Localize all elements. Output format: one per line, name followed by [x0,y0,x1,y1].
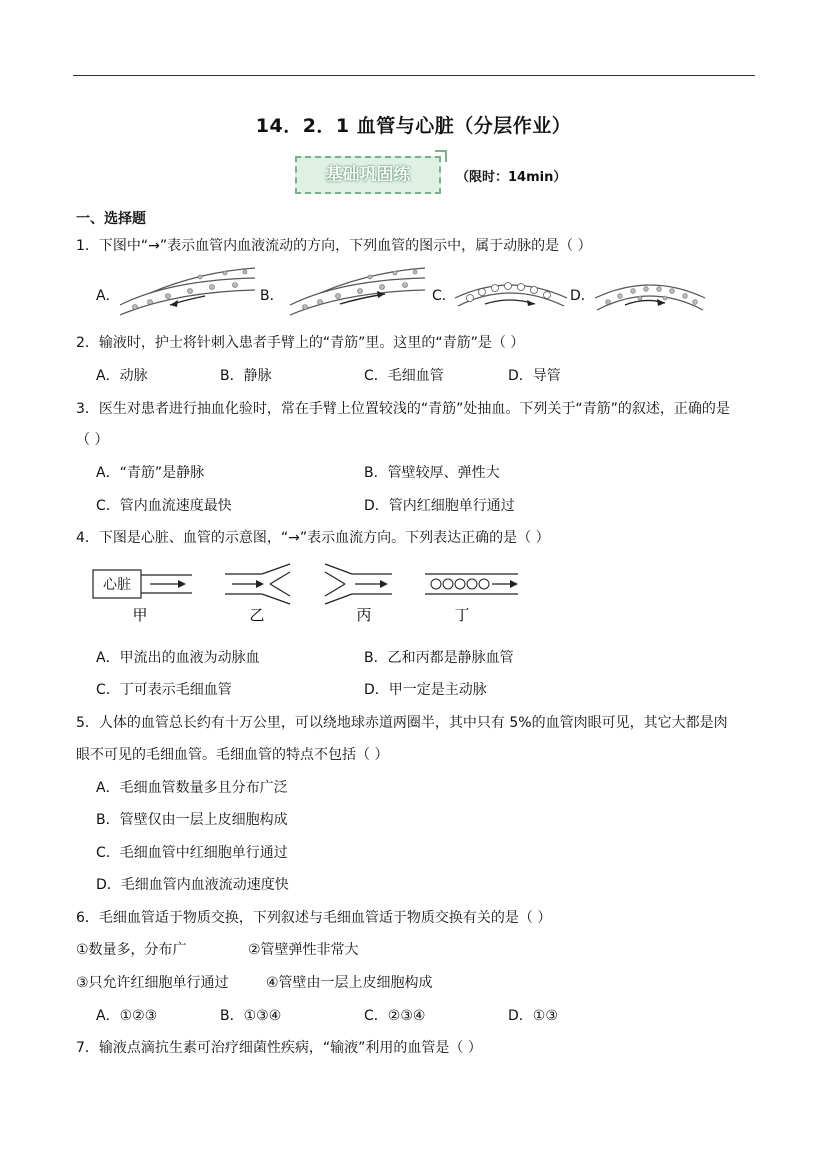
vessel-d-diagram [595,285,705,310]
q4-heart-vessel-figure [0,562,827,628]
q3-option-d[interactable]: D．管内红细胞单行通过 [364,498,515,514]
q6-option-b[interactable]: B．①③④ [220,1008,282,1024]
q2-option-d[interactable]: D．导管 [508,368,561,384]
q5-option-c[interactable]: C．毛细血管中红细胞单行通过 [96,845,288,861]
q3-option-b[interactable]: B．管壁较厚、弹性大 [364,465,500,481]
q6-stem: 6．毛细血管适于物质交换，下列叙述与毛细血管适于物质交换有关的是（ ） [76,910,552,926]
q6-option-c[interactable]: C．②③④ [364,1008,426,1024]
q1-option-a[interactable]: A． [96,288,120,304]
q3-option-a[interactable]: A．“青筋”是静脉 [96,465,205,481]
q6-item-4: ④管壁由一层上皮细胞构成 [266,975,433,991]
basic-practice-badge: 基础巩固练 [295,156,441,194]
q5-option-a[interactable]: A．毛细血管数量多且分布广泛 [96,780,288,796]
q1-option-d[interactable]: D． [570,288,595,304]
q1-option-b[interactable]: B． [260,288,284,304]
q5-stem-cont: 眼不可见的毛细血管。毛细血管的特点不包括（ ） [76,747,389,763]
header-rule [73,75,755,76]
label-yi: 乙 [249,606,265,624]
q2-option-c[interactable]: C．毛细血管 [364,368,444,384]
q5-option-b[interactable]: B．管壁仅由一层上皮细胞构成 [96,812,288,828]
q5-stem: 5．人体的血管总长约有十万公里，可以绕地球赤道两圈半，其中只有 5%的血管肉眼可见，其它大都是肉 [76,715,728,731]
label-ding: 丁 [454,606,470,624]
label-jia: 甲 [132,606,148,624]
q5-option-d[interactable]: D．毛细血管内血液流动速度快 [96,877,289,893]
vessel-c-diagram [455,283,567,307]
vessel-b-diagram [290,268,425,315]
section-heading: 一、选择题 [76,211,146,227]
q6-option-d[interactable]: D．①③ [508,1008,558,1024]
q6-item-3: ③只允许红细胞单行通过 [76,975,229,991]
q2-stem: 2．输液时，护士将针刺入患者手臂上的“青筋”里。这里的“青筋”是（ ） [76,335,525,351]
q1-vessel-figures [0,260,827,320]
q6-option-a[interactable]: A．①②③ [96,1008,158,1024]
label-bing: 丙 [356,606,372,624]
q4-option-d[interactable]: D．甲一定是主动脉 [364,682,487,698]
heart-label: 心脏 [103,577,131,593]
q1-option-c[interactable]: C． [432,288,456,304]
q7-stem: 7．输液点滴抗生素可治疗细菌性疾病，“输液”利用的血管是（ ） [76,1040,482,1056]
q3-stem-cont: （ ） [76,432,109,448]
q4-option-c[interactable]: C．丁可表示毛细血管 [96,682,232,698]
time-limit: （限时：14min） [456,170,567,185]
q6-item-1: ①数量多，分布广 [76,942,187,958]
q6-item-2: ②管壁弹性非常大 [248,942,359,958]
q4-option-a[interactable]: A．甲流出的血液为动脉血 [96,650,260,666]
q2-option-a[interactable]: A．动脉 [96,368,148,384]
page-title: 14．2．1 血管与心脏（分层作业） [255,115,572,137]
q1-stem: 1．下图中“→”表示血管内血液流动的方向，下列血管的图示中，属于动脉的是（ ） [76,238,592,254]
q2-option-b[interactable]: B．静脉 [220,368,272,384]
q3-stem: 3．医生对患者进行抽血化验时，常在手臂上位置较浅的“青筋”处抽血。下列关于“青筋”的叙述，正确的是 [76,401,730,417]
q4-stem: 4．下图是心脏、血管的示意图，“→”表示血流方向。下列表达正确的是（ ） [76,530,550,546]
vessel-a-diagram [120,268,255,315]
q4-option-b[interactable]: B．乙和丙都是静脉血管 [364,650,514,666]
q3-option-c[interactable]: C．管内血流速度最快 [96,498,232,514]
